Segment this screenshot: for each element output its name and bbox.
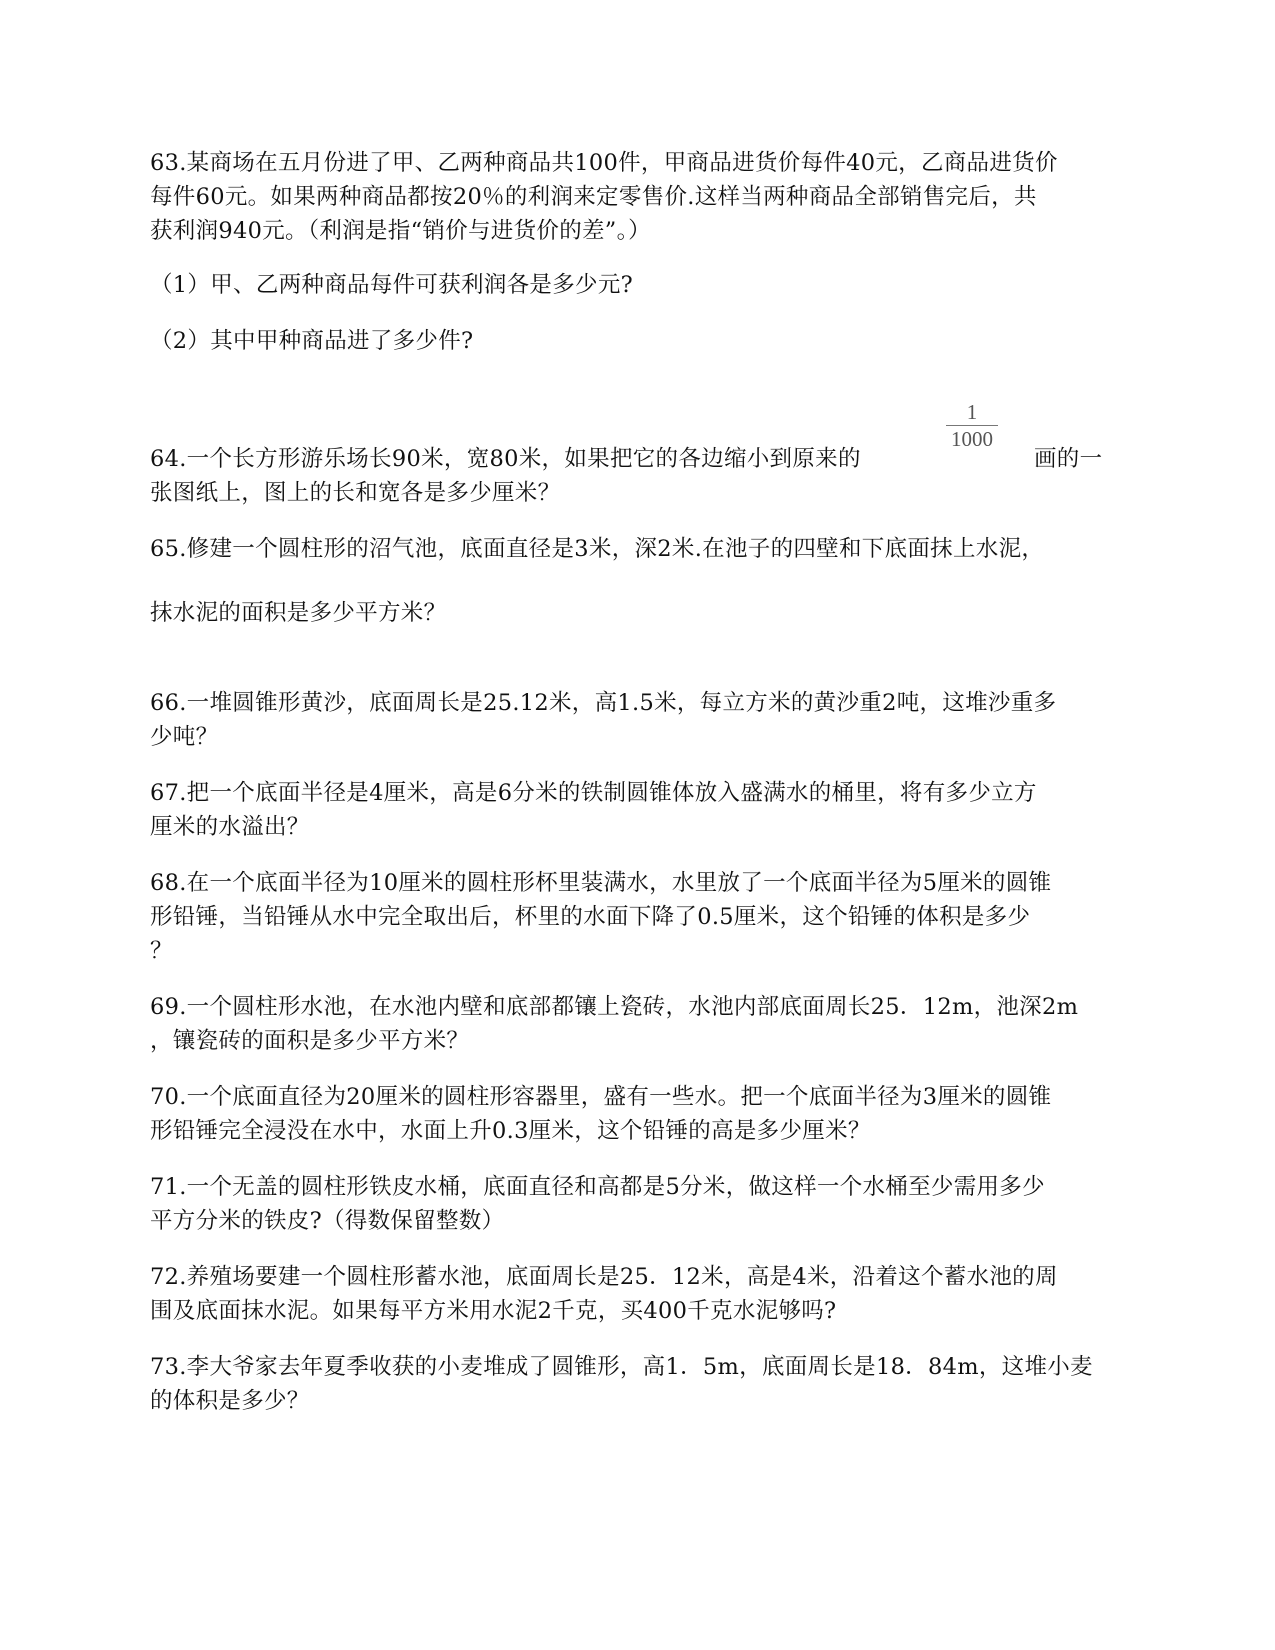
fraction-bar <box>946 425 998 426</box>
fraction-denominator: 1000 <box>951 427 993 451</box>
q69-line-2: ，镶瓷砖的面积是多少平方米？ <box>150 1028 470 1054</box>
q71-line-1: 71.一个无盖的圆柱形铁皮水桶，底面直径和高都是5分米，做这样一个水桶至少需用多少 <box>150 1174 1045 1200</box>
q66-line-2: 少吨？ <box>150 724 219 750</box>
q64-line-2: 张图纸上，图上的长和宽各是多少厘米？ <box>150 480 561 506</box>
q70-line-1: 70.一个底面直径为20厘米的圆柱形容器里，盛有一些水。把一个底面半径为3厘米的圆锥 <box>150 1084 1052 1110</box>
q68-line-1: 68.在一个底面半径为10厘米的圆柱形杯里装满水，水里放了一个底面半径为5厘米的圆锥 <box>150 870 1052 896</box>
q73-line-2: 的体积是多少？ <box>150 1388 310 1414</box>
fraction-numerator: 1 <box>966 400 978 424</box>
q65-line-1: 65.修建一个圆柱形的沼气池，底面直径是3米，深2米.在池子的四壁和下底面抹上水泥， <box>150 536 1045 562</box>
q67-line-2: 厘米的水溢出？ <box>150 814 310 840</box>
q63-subquestion-1: （1）甲、乙两种商品每件可获利润各是多少元? <box>150 272 633 298</box>
q66-line-1: 66.一堆圆锥形黄沙，底面周长是25.12米，高1.5米，每立方米的黄沙重2吨，这堆沙重多 <box>150 690 1057 716</box>
q64-fraction <box>944 400 1000 451</box>
q63-subquestion-2: （2）其中甲种商品进了多少件? <box>150 328 474 354</box>
q72-line-2: 围及底面抹水泥。如果每平方米用水泥2千克，买400千克水泥够吗? <box>150 1298 837 1324</box>
q68-line-2: 形铅锤，当铅锤从水中完全取出后，杯里的水面下降了0.5厘米，这个铅锤的体积是多少 <box>150 904 1031 930</box>
q68-line-3: ？ <box>150 938 173 964</box>
q73-line-1: 73.李大爷家去年夏季收获的小麦堆成了圆锥形，高1．5m，底面周长是18．84m，这堆小麦 <box>150 1354 1093 1380</box>
q63-line-3: 获利润940元。（利润是指“销价与进货价的差”。） <box>150 218 651 244</box>
q70-line-2: 形铅锤完全浸没在水中，水面上升0.3厘米，这个铅锤的高是多少厘米？ <box>150 1118 871 1144</box>
q63-line-1: 63.某商场在五月份进了甲、乙两种商品共100件，甲商品进货价每件40元，乙商品进货价 <box>150 150 1058 176</box>
q69-line-1: 69.一个圆柱形水池，在水池内壁和底部都镶上瓷砖，水池内部底面周长25．12m，池深2m <box>150 994 1079 1020</box>
q72-line-1: 72.养殖场要建一个圆柱形蓄水池，底面周长是25．12米，高是4米，沿着这个蓄水池的周 <box>150 1264 1058 1290</box>
q65-line-2: 抹水泥的面积是多少平方米？ <box>150 600 447 626</box>
q64-line-1-before: 64.一个长方形游乐场长90米，宽80米，如果把它的各边缩小到原来的 <box>150 446 861 472</box>
q63-line-2: 每件60元。如果两种商品都按20％的利润来定零售价.这样当两种商品全部销售完后，共 <box>150 184 1037 210</box>
q71-line-2: 平方分米的铁皮?（得数保留整数） <box>150 1208 505 1234</box>
q64-line-1-after: 画的一 <box>1034 446 1103 472</box>
q67-line-1: 67.把一个底面半径是4厘米，高是6分米的铁制圆锥体放入盛满水的桶里，将有多少立方 <box>150 780 1037 806</box>
